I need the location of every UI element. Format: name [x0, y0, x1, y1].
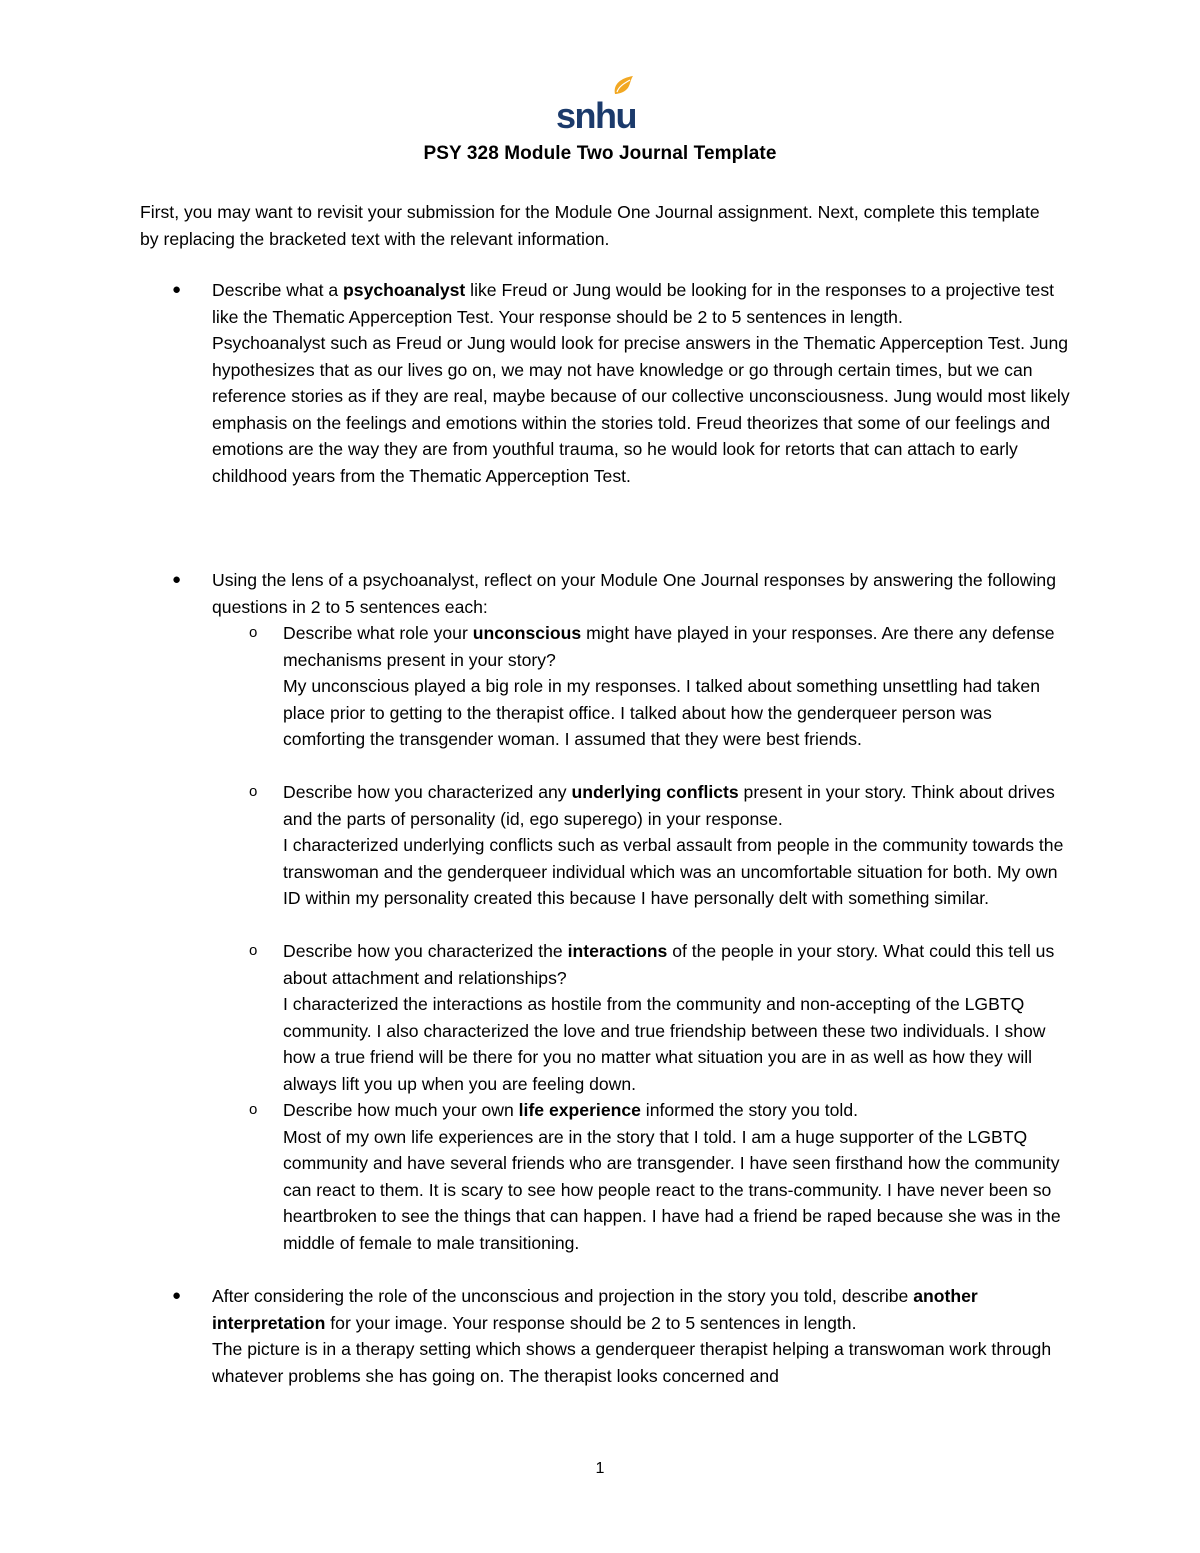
sub-item-underlying-conflicts	[283, 779, 1073, 912]
bullet-icon: ●	[172, 1287, 182, 1304]
sub-item-unconscious	[283, 620, 1073, 753]
sub-item-prompt: Describe how you characterized the interactions of the people in your story. What could this tell us about attachment and relationships?	[283, 941, 1055, 988]
bullet-1-answer: Psychoanalyst such as Freud or Jung would look for precise answers in the Thematic Apperception Test. Jung hypothesizes that as our lives go on, we may not have knowledge or go through certain times, but we can reference stories as if they are real, maybe because of our collective unconsciousness. Jung would most likely emphasis on the feelings and emotions within the stories told. Freud theorizes that some of our feelings and emotions are the way they are from youthful trauma, so he would look for retorts that can attach to early childhood years from the Thematic Apperception Test.	[212, 333, 1070, 486]
sub-item-answer: My unconscious played a big role in my responses. I talked about something unsettling had taken place prior to getting to the therapist office. I talked about how the genderqueer person was comforting the transgender woman. I assumed that they were best friends.	[283, 676, 1040, 749]
bullet-1-prompt: Describe what a psychoanalyst like Freud or Jung would be looking for in the responses to a projective test like the Thematic Apperception Test. Your response should be 2 to 5 sentences in length.	[212, 280, 1055, 327]
bullet-item-3	[212, 1283, 1072, 1389]
sub-item-life-experience	[283, 1097, 1073, 1256]
bullet-item-1	[212, 277, 1072, 489]
document-title: PSY 328 Module Two Journal Template	[423, 143, 777, 164]
logo-text: snhu	[556, 95, 636, 132]
sub-bullet-icon: o	[249, 624, 258, 641]
bullet-icon: ●	[172, 571, 182, 588]
sub-item-answer: I characterized the interactions as hostile from the community and non-accepting of the LGBTQ community. I also characterized the love and true friendship between these two individuals. I show how a true friend will be there for you no matter what situation you are in as well as how they will always lift you up when you are feeling down.	[283, 994, 1046, 1094]
sub-item-answer: Most of my own life experiences are in the story that I told. I am a huge supporter of the LGBTQ community and have several friends who are transgender. I have seen firsthand how the community can react to them. It is scary to see how people react to the trans-community. I have never been so heartbroken to see the things that can happen. I have had a friend be raped because she was in the middle of female to male transitioning.	[283, 1126, 1061, 1253]
bullet-3-answer: The picture is in a therapy setting which shows a genderqueer therapist helping a transwoman work through whatever problems she has going on. The therapist looks concerned and	[212, 1339, 1052, 1386]
sub-item-prompt: Describe how you characterized any underlying conflicts present in your story. Think about drives and the parts of personality (id, ego superego) in your response.	[283, 782, 1055, 829]
sub-item-prompt: Describe what role your unconscious might have played in your responses. Are there any defense mechanisms present in your story?	[283, 623, 1055, 670]
sub-item-interactions	[283, 938, 1073, 1097]
bullet-icon: ●	[172, 281, 182, 298]
bullet-item-2	[212, 567, 1072, 620]
sub-bullet-icon: o	[249, 1101, 258, 1118]
sub-bullet-icon: o	[249, 783, 258, 800]
bullet-2-prompt: Using the lens of a psychoanalyst, reflect on your Module One Journal responses by answering the following questions in 2 to 5 sentences each:	[212, 570, 1056, 617]
sub-item-answer: I characterized underlying conflicts such as verbal assault from people in the community towards the transwoman and the genderqueer individual which was an uncomfortable situation for both. My own ID within my personality created this because I have personally delt with something similar.	[283, 835, 1064, 908]
bullet-3-prompt: After considering the role of the unconscious and projection in the story you told, describe another interpretation for your image. Your response should be 2 to 5 sentences in length.	[212, 1286, 978, 1333]
page-number: 1	[595, 1460, 605, 1477]
sub-bullet-icon: o	[249, 942, 258, 959]
intro-paragraph: First, you may want to revisit your submission for the Module One Journal assignment. Next, complete this template by replacing the bracketed text with the relevant information.	[140, 202, 1040, 249]
snhu-logo	[555, 74, 637, 132]
sub-item-prompt: Describe how much your own life experience informed the story you told.	[283, 1100, 859, 1120]
